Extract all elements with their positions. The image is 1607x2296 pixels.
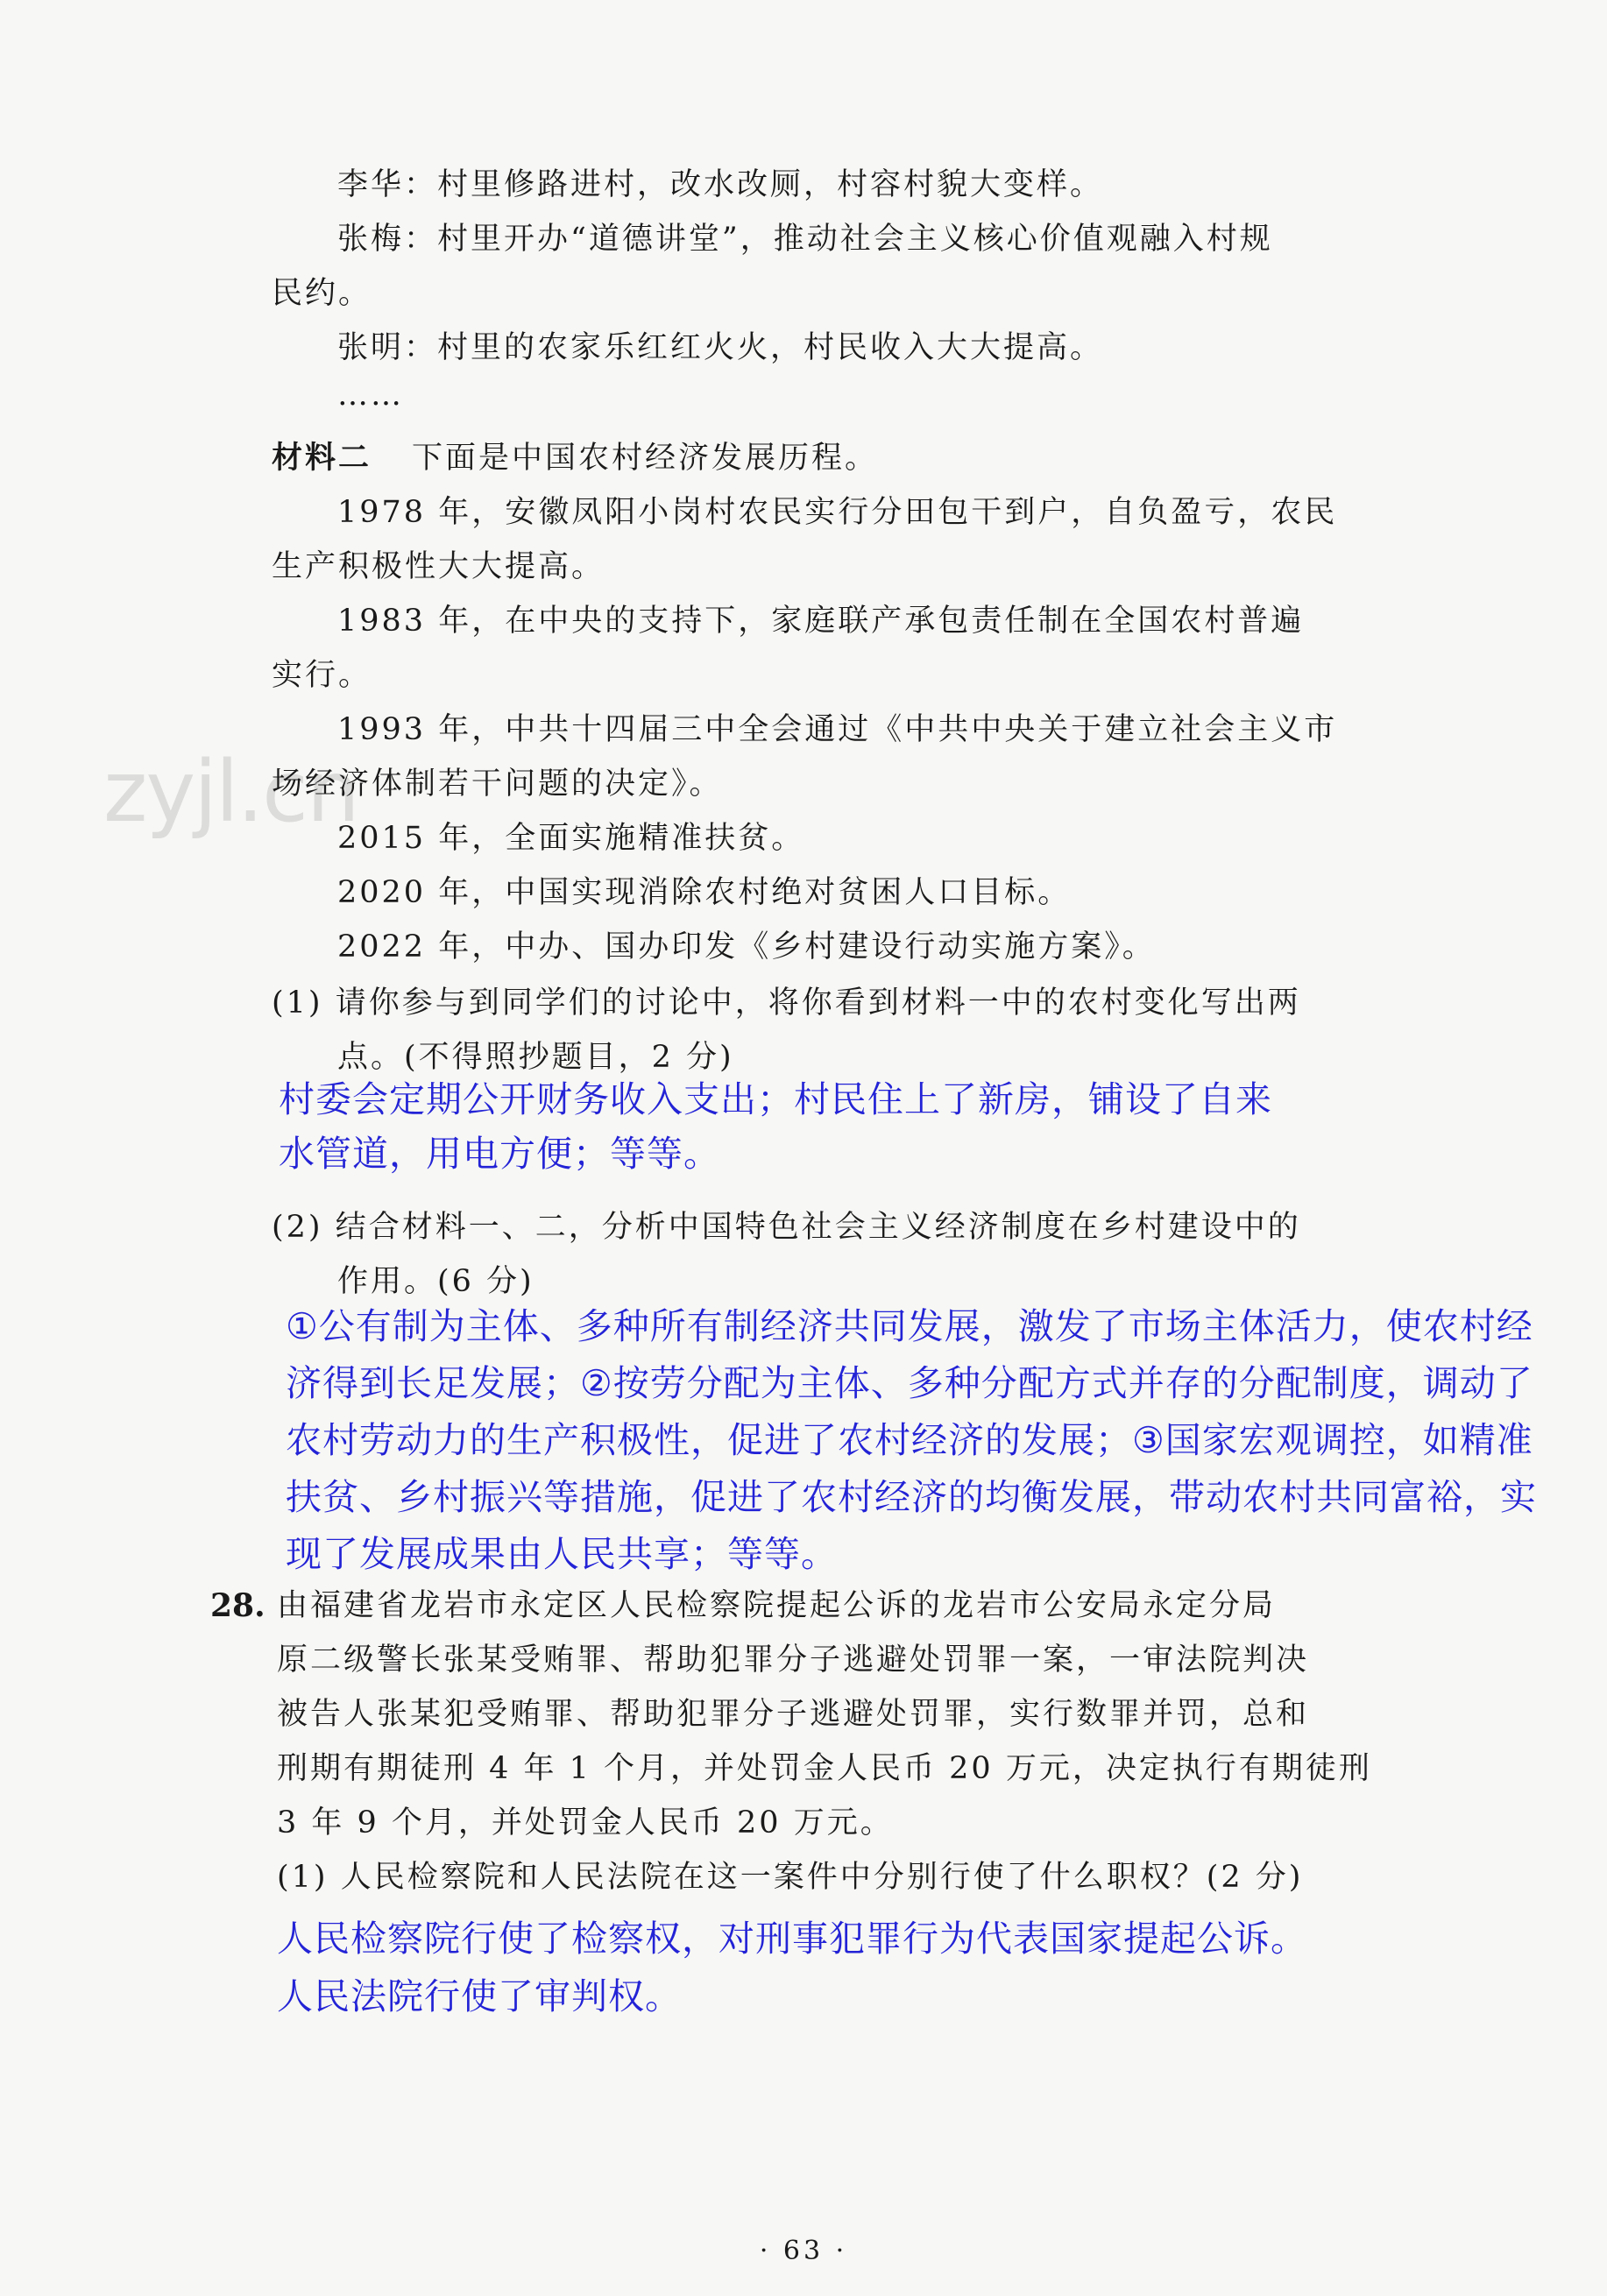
question-28-text: 3 年 9 个月，并处罚金人民币 20 万元。	[277, 1805, 894, 1840]
question-28-text: 由福建省龙岩市永定区人民检察院提起公诉的龙岩市公安局永定分局	[277, 1588, 1277, 1623]
answer-27-2: 现了发展成果由人民共享；等等。	[286, 1533, 838, 1575]
material2-line: 2020 年，中国实现消除农村绝对贫困人口目标。	[337, 875, 1072, 910]
material2-line: 1993 年，中共十四届三中全会通过《中共中央关于建立社会主义市	[337, 712, 1338, 747]
material2-line: 1978 年，安徽凤阳小岗村农民实行分田包干到户，自负盈亏，农民	[337, 495, 1338, 530]
answer-27-1: 村委会定期公开财务收入支出；村民住上了新房，铺设了自来	[279, 1078, 1272, 1120]
material2-line: 场经济体制若干问题的决定》。	[272, 767, 723, 802]
question-28-text: 刑期有期徒刑 4 年 1 个月，并处罚金人民币 20 万元，决定执行有期徒刑	[277, 1751, 1372, 1786]
answer-27-2: 扶贫、乡村振兴等措施，促进了农村经济的均衡发展，带动农村共同富裕，实	[286, 1476, 1537, 1518]
material2-line: 2022 年，中办、国办印发《乡村建设行动实施方案》。	[337, 929, 1156, 964]
answer-27-2: ①公有制为主体、多种所有制经济共同发展，激发了市场主体活力，使农村经	[286, 1305, 1533, 1347]
question-28-1: (1) 人民检察院和人民法院在这一案件中分别行使了什么职权？(2 分)	[277, 1860, 1304, 1895]
material2-intro: 下面是中国农村经济发展历程。	[412, 441, 879, 476]
material2-line: 实行。	[272, 658, 372, 693]
question-28-text: 原二级警长张某受贿罪、帮助犯罪分子逃避处罚罪一案，一审法院判决	[277, 1643, 1310, 1678]
material2-line: 2015 年，全面实施精准扶贫。	[337, 821, 805, 856]
material1-line: 张明：村里的农家乐红红火火，村民收入大大提高。	[337, 330, 1104, 365]
answer-27-1: 水管道，用电方便；等等。	[279, 1133, 720, 1175]
material2-line: 1983 年，在中央的支持下，家庭联产承包责任制在全国农村普遍	[337, 604, 1305, 639]
material1-line: ……	[337, 378, 404, 413]
answer-28-1: 人民检察院行使了检察权，对刑事犯罪行为代表国家提起公诉。	[277, 1918, 1307, 1960]
answer-27-2: 农村劳动力的生产积极性，促进了农村经济的发展；③国家宏观调控，如精准	[286, 1419, 1533, 1461]
watermark: zyjl.cn	[103, 743, 358, 841]
material2-label: 材料二	[272, 440, 372, 476]
question-27-1: (1) 请你参与到同学们的讨论中，将你看到材料一中的农村变化写出两	[272, 986, 1301, 1021]
answer-27-2: 济得到长足发展；②按劳分配为主体、多种分配方式并存的分配制度，调动了	[286, 1362, 1533, 1404]
question-28-text: 被告人张某犯受贿罪、帮助犯罪分子逃避处罚罪，实行数罪并罚，总和	[277, 1697, 1310, 1732]
question-27-2: (2) 结合材料一、二，分析中国特色社会主义经济制度在乡村建设中的	[272, 1210, 1301, 1245]
material2-line: 生产积极性大大提高。	[272, 549, 605, 584]
question-27-1: 点。(不得照抄题目，2 分)	[337, 1040, 734, 1075]
material1-line: 民约。	[272, 276, 372, 311]
question-27-2: 作用。(6 分)	[337, 1264, 534, 1299]
material1-line: 张梅：村里开办“道德讲堂”，推动社会主义核心价值观融入村规	[337, 222, 1273, 257]
answer-28-1: 人民法院行使了审判权。	[277, 1975, 682, 2017]
question-number-28: 28.	[210, 1587, 265, 1624]
material1-line: 李华：村里修路进村，改水改厕，村容村貌大变样。	[337, 167, 1104, 202]
page-number: · 63 ·	[759, 2236, 848, 2266]
